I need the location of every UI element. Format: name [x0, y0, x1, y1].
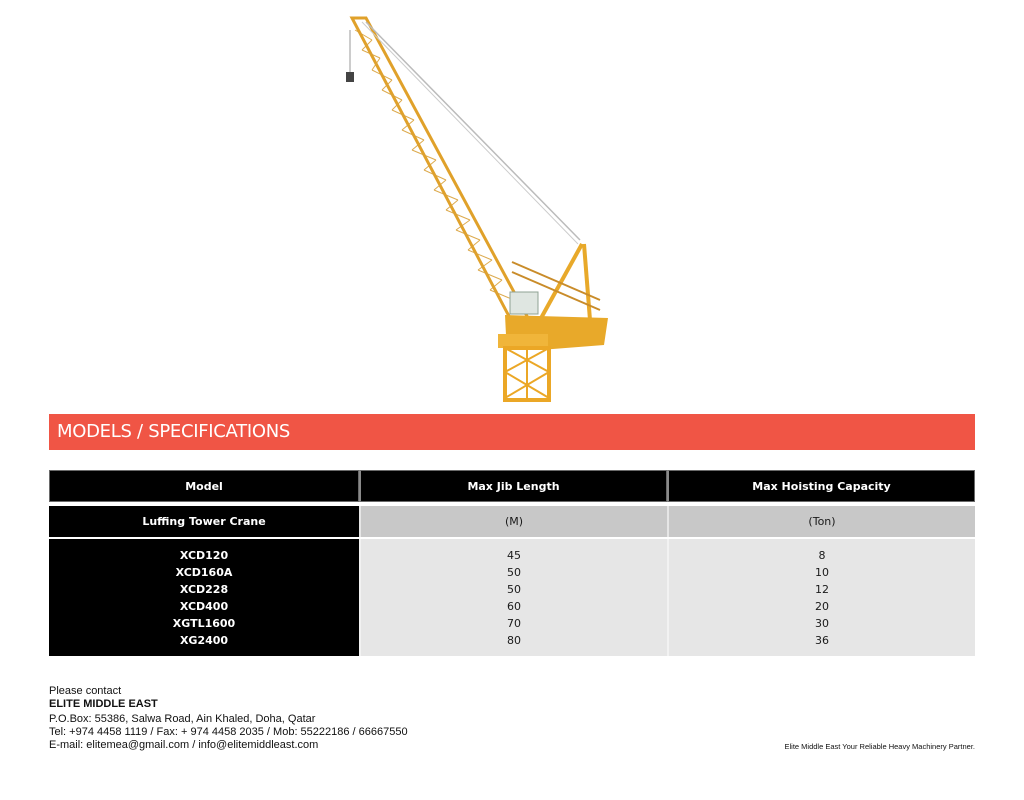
jib-length-column	[359, 539, 667, 656]
table-row-capacity: 10	[815, 566, 829, 579]
table-row-model: XCD120	[179, 549, 229, 562]
unit-capacity: (Ton)	[667, 506, 975, 537]
specifications-table	[49, 470, 975, 656]
table-unit-row	[49, 506, 975, 537]
section-title: MODELS / SPECIFICATIONS	[57, 421, 291, 442]
unit-jib-length: (M)	[359, 506, 667, 537]
model-column	[49, 539, 359, 656]
table-row-model: XCD228	[179, 583, 229, 596]
contact-email[interactable]: E-mail: elitemea@gmail.com / info@elitemiddleast.com	[49, 739, 319, 751]
table-row-model: XCD400	[179, 600, 229, 613]
table-data-rows	[49, 539, 975, 656]
section-banner	[49, 414, 975, 450]
table-row-jib: 50	[507, 566, 521, 579]
contact-block	[49, 685, 408, 752]
table-header-row	[49, 470, 975, 502]
crane-image	[330, 10, 630, 402]
company-name: ELITE MIDDLE EAST	[49, 698, 158, 710]
table-row-capacity: 12	[815, 583, 829, 596]
contact-intro: Please contact	[49, 685, 122, 697]
table-row-capacity: 36	[815, 634, 829, 647]
table-row-jib: 60	[507, 600, 521, 613]
table-row-jib: 70	[507, 617, 521, 630]
table-row-capacity: 30	[815, 617, 829, 630]
company-tagline: Elite Middle East Your Reliable Heavy Machinery Partner.	[784, 742, 975, 751]
table-row-capacity: 20	[815, 600, 829, 613]
contact-address: P.O.Box: 55386, Salwa Road, Ain Khaled, Doha, Qatar	[49, 713, 316, 725]
table-row-jib: 45	[507, 549, 521, 562]
crane-type-label: Luffing Tower Crane	[49, 506, 359, 537]
table-row-jib: 50	[507, 583, 521, 596]
table-row-model: XGTL1600	[172, 617, 236, 630]
table-row-jib: 80	[507, 634, 521, 647]
header-max-jib-length: Max Jib Length	[359, 470, 667, 502]
header-model: Model	[49, 470, 359, 502]
table-row-model: XG2400	[179, 634, 229, 647]
header-max-hoisting-capacity: Max Hoisting Capacity	[667, 470, 975, 502]
table-row-model: XCD160A	[175, 566, 233, 579]
table-row-capacity: 8	[818, 549, 826, 562]
contact-phones: Tel: +974 4458 1119 / Fax: + 974 4458 2035 / Mob: 55222186 / 66667550	[49, 726, 408, 738]
capacity-column	[667, 539, 975, 656]
